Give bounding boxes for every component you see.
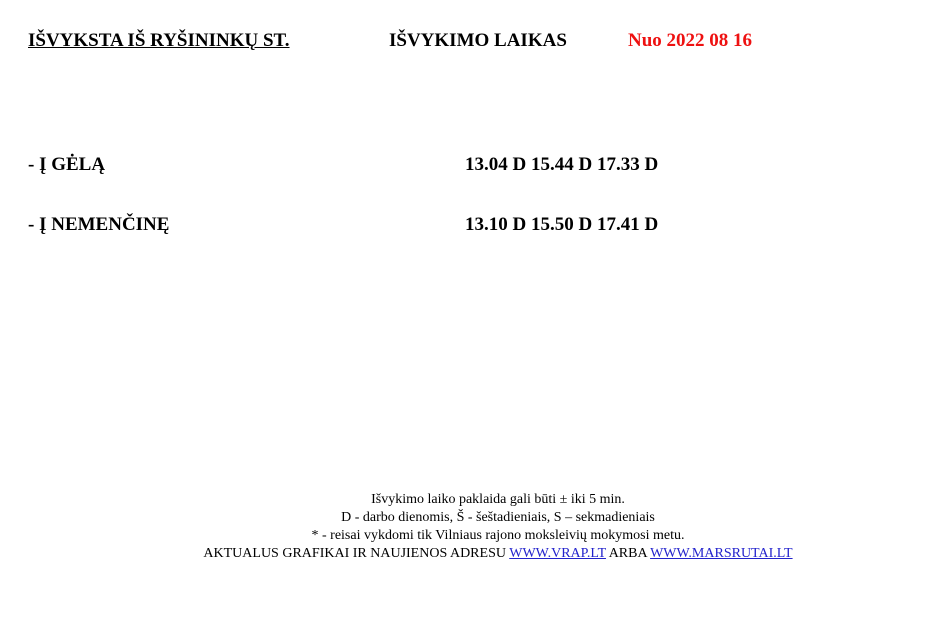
station-title: IŠVYKSTA IŠ RYŠININKŲ ST. [28,30,290,51]
route-destination: - Į NEMENČINĘ [28,214,170,235]
info-prefix: AKTUALUS GRAFIKAI IR NAUJIENOS ADRESU [203,546,506,561]
vrap-link[interactable]: WWW.VRAP.LT [509,546,606,561]
route-destination: - Į GĖLĄ [28,154,106,175]
departure-time-label: IŠVYKIMO LAIKAS [389,30,567,51]
marsrutai-link[interactable]: WWW.MARSRUTAI.LT [650,546,793,561]
timetable-footer [0,491,945,563]
route-departure-times: 13.04 D 15.44 D 17.33 D [465,154,659,175]
route-departure-times: 13.10 D 15.50 D 17.41 D [465,214,659,235]
info-line [0,545,945,563]
asterisk-note: * - reisai vykdomi tik Vilniaus rajono moksleivių mokymosi metu. [311,528,685,543]
info-or: ARBA [608,546,647,561]
valid-from-date: Nuo 2022 08 16 [628,30,753,51]
day-legend: D - darbo dienomis, Š - šeštadieniais, S – sekmadieniais [341,510,655,525]
tolerance-note: Išvykimo laiko paklaida gali būti ± iki 5 min. [371,492,625,507]
